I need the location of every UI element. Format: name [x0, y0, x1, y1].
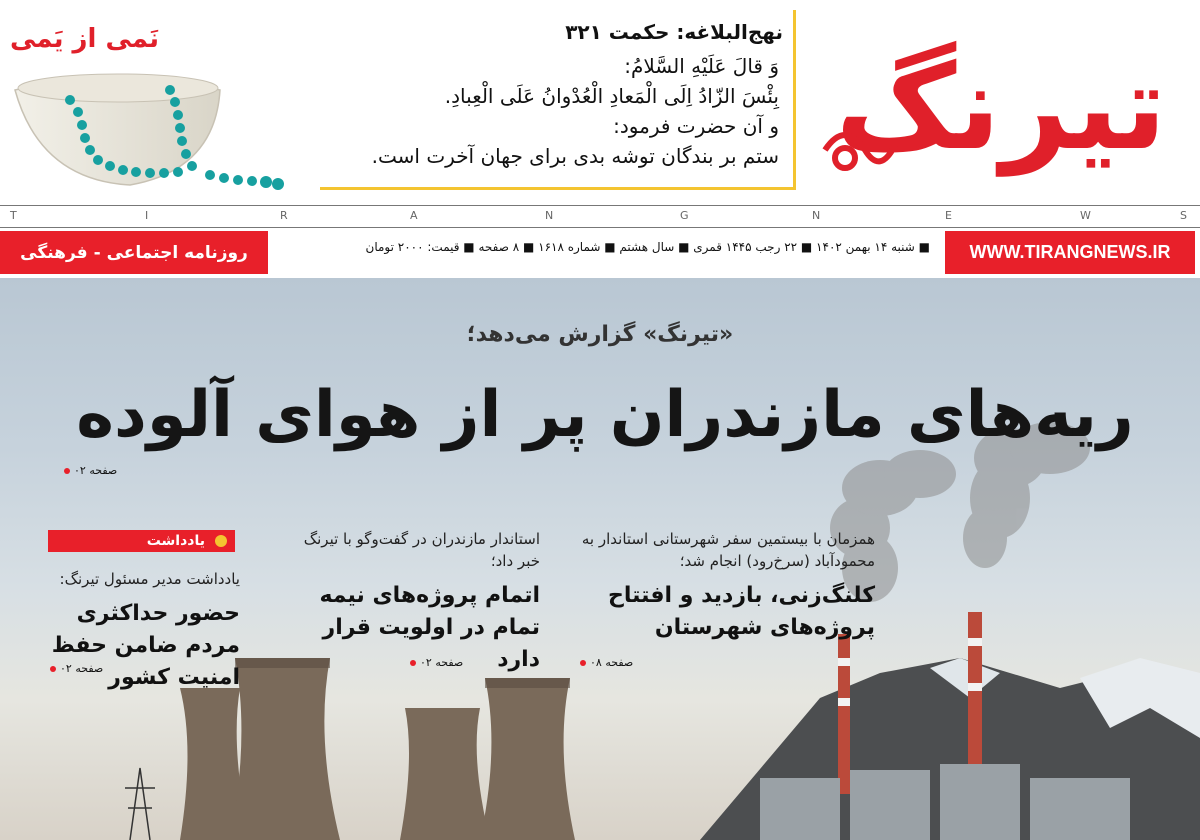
story-card[interactable] — [565, 528, 875, 644]
strip-letter: G — [680, 209, 690, 222]
column-title: نَمی از یَمی — [10, 24, 159, 54]
bullet-icon — [50, 666, 56, 672]
quote-line: ستم بر بندگان توشه بدی برای جهان آخرت است. — [371, 144, 779, 168]
mortar-rosary-icon — [10, 60, 300, 200]
bullet-icon — [580, 660, 586, 666]
story-title: حضور حداکثری مردم ضامن حفظ امنیت کشور — [51, 601, 240, 690]
strip-letter: W — [1080, 209, 1092, 222]
strip-letter: S — [1180, 209, 1188, 222]
bullet-icon — [64, 468, 70, 474]
note-tag: یادداشت — [48, 530, 235, 552]
bullet-icon — [410, 660, 416, 666]
quote-line: بِئْسَ الزّادُ اِلَی الْمَعادِ الْعُدْوانُ عَلَی الْعِبادِ. — [444, 84, 779, 108]
strip-letter: I — [145, 209, 150, 222]
quote-line: و آن حضرت فرمود: — [613, 114, 779, 138]
paper-subtitle: روزنامه اجتماعی - فرهنگی — [0, 231, 268, 274]
story-title: کلنگ‌زنی، بازدید و افتتاح پروژه‌های شهرستان — [608, 583, 875, 640]
strip-letter: A — [410, 209, 419, 222]
story-card[interactable] — [285, 528, 540, 676]
strip-letter: E — [945, 209, 953, 222]
page-reference: صفحه ۰۲ — [50, 662, 103, 675]
logo-text: تیرنگ — [835, 38, 1167, 176]
story-intro: یادداشت مدیر مسئول تیرنگ: — [59, 570, 240, 588]
story-intro: همزمان با بیستمین سفر شهرستانی استاندار به محمودآباد (سرخ‌رود) انجام شد؛ — [581, 530, 875, 570]
issue-info: ■ شنبه ۱۴ بهمن ۱۴۰۲ ■ ۲۲ رجب ۱۴۴۵ قمری ■ سال هشتم ■ شماره ۱۶۱۸ ■ ۸ صفحه ■ قیمت: ۲۰۰۰ تومان — [365, 240, 930, 254]
newspaper-logo[interactable] — [815, 30, 1187, 190]
info-bar — [0, 228, 1200, 276]
story-intro: استاندار مازندران در گفت‌وگو با تیرنگ خبر داد؛ — [303, 530, 540, 570]
quote-line: وَ قالَ عَلَیْهِ السَّلامُ: — [624, 54, 779, 78]
story-card[interactable] — [40, 568, 240, 694]
story-title: اتمام پروژه‌های نیمه تمام در اولویت قرار دارد — [319, 583, 540, 672]
quote-title: نهج‌البلاغه: حکمت ۳۲۱ — [565, 20, 783, 44]
nahj-quote-box — [320, 10, 796, 190]
front-page-main — [0, 278, 1200, 840]
logo-mark-icon — [815, 30, 1187, 190]
website-link[interactable]: WWW.TIRANGNEWS.IR — [945, 231, 1195, 274]
strip-letter: N — [812, 209, 822, 222]
strip-letter: T — [10, 209, 18, 222]
strip-letter: R — [280, 209, 289, 222]
strip-letter: N — [545, 209, 555, 222]
main-headline[interactable]: ریه‌های مازندران پر از هوای آلوده — [76, 378, 1134, 452]
masthead — [0, 0, 1200, 205]
tag-dot-icon — [215, 535, 227, 547]
page-reference: صفحه ۰۲ — [64, 464, 117, 477]
page-reference: صفحه ۰۲ — [410, 656, 463, 669]
letter-strip — [0, 205, 1200, 228]
page-reference: صفحه ۰۸ — [580, 656, 633, 669]
headline-kicker: «تیرنگ» گزارش می‌دهد؛ — [466, 322, 734, 347]
